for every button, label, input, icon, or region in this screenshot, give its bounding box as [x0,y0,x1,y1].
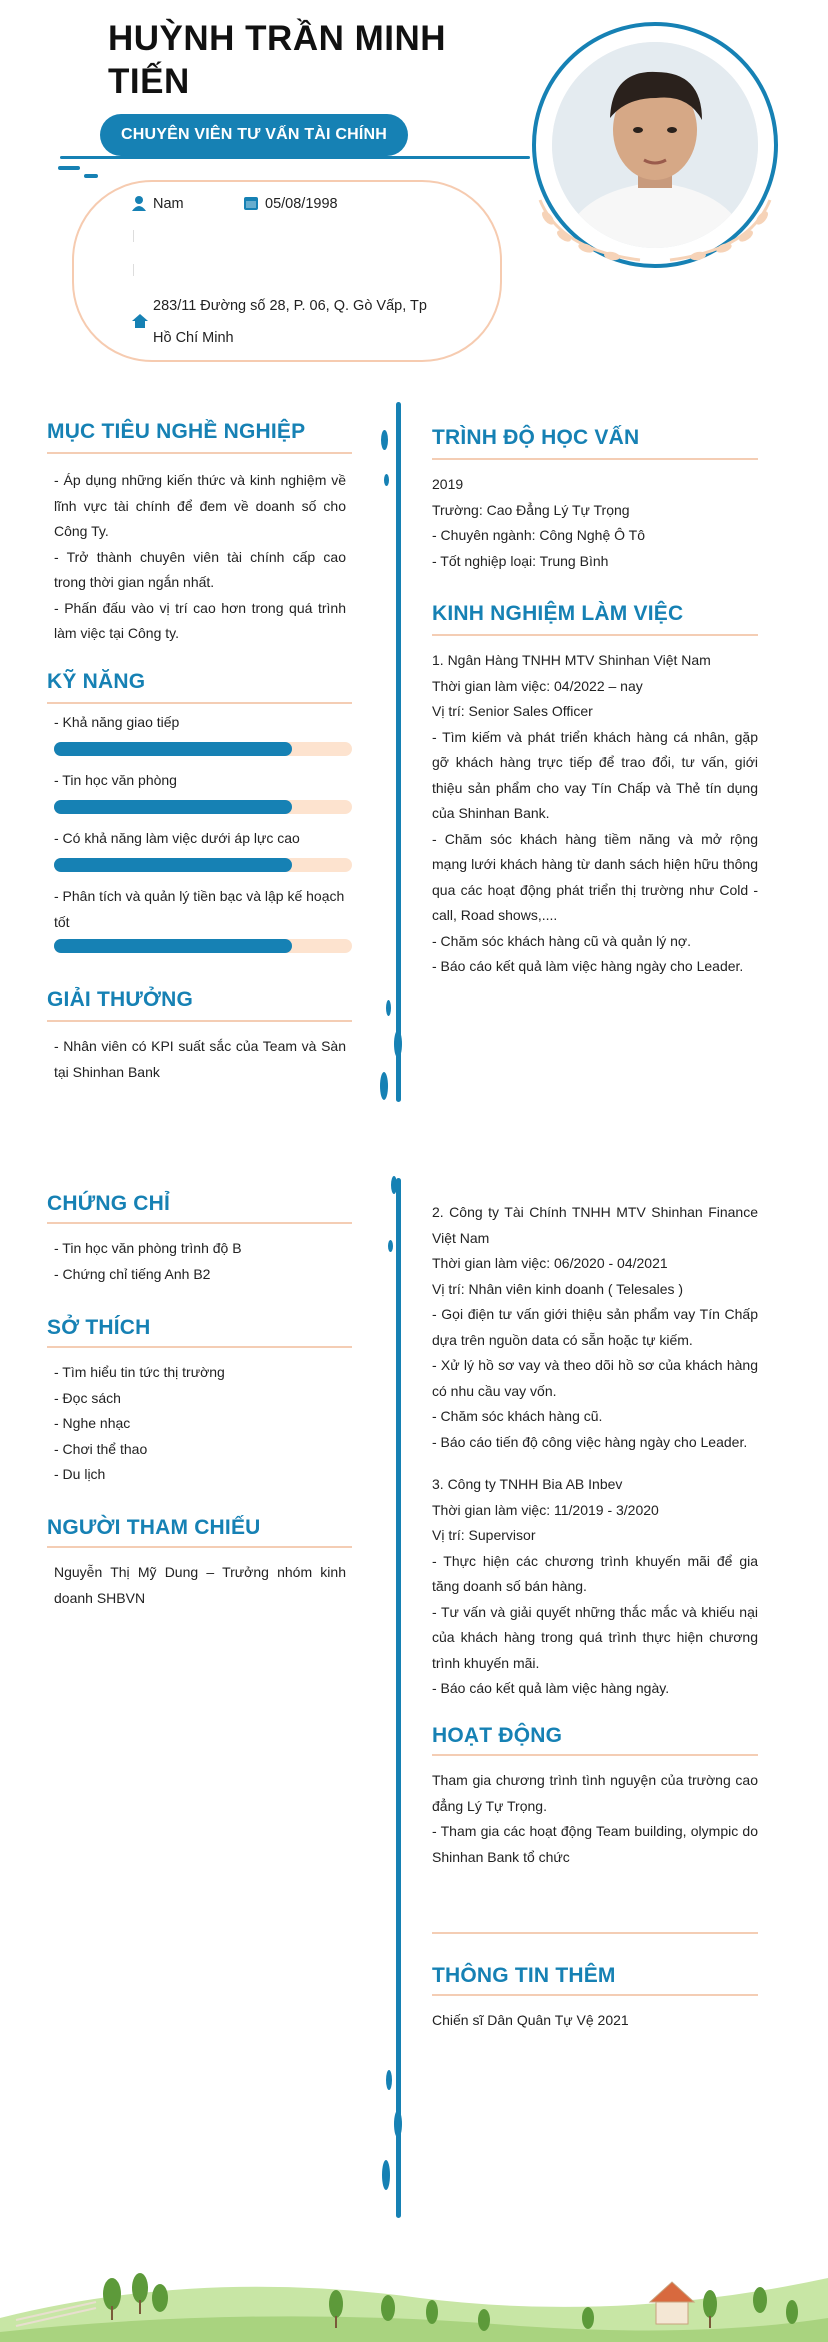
certificate-item: - Chứng chỉ tiếng Anh B2 [54,1265,211,1282]
section-title-awards: GIẢI THƯỞNG [47,988,194,1011]
section-title-skills: KỸ NĂNG [47,670,146,693]
career-goal-item: - Áp dụng những kiến thức và kinh nghiệm về lĩnh vực tài chính để đem về doanh số cho Công Ty. [54,472,346,539]
skill-label: - Tin học văn phòng [54,772,177,788]
job-task: - Chăm sóc khách hàng cũ. [432,1408,603,1424]
section-title-extra-info: THÔNG TIN THÊM [432,1964,616,1987]
blank-contact-marker [133,264,143,276]
section-title-experience: KINH NGHIỆM LÀM VIỆC [432,602,684,625]
skill-label: - Phân tích và quản lý tiền bạc và lập kế hoạch tốt [54,888,345,930]
decor-drop [394,1030,402,1058]
decor-drop [380,1072,388,1100]
decor-dash [84,174,98,178]
extra-info-text: Chiến sĩ Dân Quân Tự Vệ 2021 [432,2012,629,2028]
job-task: - Báo cáo kết quả làm việc hàng ngày. [432,1680,670,1696]
job-title-badge: CHUYÊN VIÊN TƯ VẤN TÀI CHÍNH [100,114,408,156]
job-period: Thời gian làm việc: 11/2019 - 3/2020 [432,1501,659,1518]
address-line2: Hồ Chí Minh [153,330,234,346]
dob-value: 05/08/1998 [265,196,338,212]
hobby-item: - Nghe nhạc [54,1415,131,1431]
section-title-hobbies: SỞ THÍCH [47,1316,151,1339]
skill-bar-fill [54,939,292,953]
section-rule [432,634,758,636]
education-list [432,472,758,574]
hobby-item: - Chơi thể thao [54,1440,148,1457]
job-position: Vị trí: Supervisor [432,1527,536,1543]
section-rule [47,702,352,704]
hobbies-list [54,1360,346,1488]
section-title-career-goal: MỤC TIÊU NGHỀ NGHIỆP [47,420,306,443]
section-rule [432,458,758,460]
timeline-line [396,1178,401,2218]
skills-list [54,710,354,954]
skill-item [54,884,354,954]
decor-drop [388,1240,393,1252]
section-title-certificates: CHỨNG CHỈ [47,1192,171,1215]
experience-job1 [432,648,758,980]
skill-bar-track [54,800,352,814]
job-task: - Báo cáo tiến độ công việc hàng ngày cho Leader. [432,1433,748,1450]
decor-drop [381,430,388,450]
section-title-activities: HOẠT ĐỘNG [432,1724,563,1747]
user-icon [131,195,147,211]
job-company: 3. Công ty TNHH Bia AB Inbev [432,1476,623,1492]
profile-photo [552,42,758,248]
decor-drop [391,1176,397,1194]
job-company: 2. Công ty Tài Chính TNHH MTV Shinhan Finance Việt Nam [432,1204,758,1246]
education-line: 2019 [432,476,464,492]
section-rule [47,1222,352,1224]
job-task: - Chăm sóc khách hàng cũ và quản lý nợ. [432,932,691,949]
decor-drop [386,1000,391,1016]
decor-drop [382,2160,390,2190]
education-line: - Chuyên ngành: Công Nghệ Ô Tô [432,527,645,543]
skill-bar-track [54,939,352,953]
job-task: - Tìm kiếm và phát triển khách hàng cá nhân, gặp gỡ khách hàng trực tiếp để trao đổi, tư vấn, giới thiệu sản phẩm cho vay Tín Chấp và Thẻ tín dụng của Shinhan Bank. [432,728,758,821]
activities-list [432,1768,758,1870]
job-task: - Báo cáo kết quả làm việc hàng ngày cho Leader. [432,958,744,974]
calendar-icon [243,195,259,211]
job-company: 1. Ngân Hàng TNHH MTV Shinhan Việt Nam [432,652,711,668]
decor-drop [386,2070,392,2090]
references-text: Nguyễn Thị Mỹ Dung – Trưởng nhóm kinh doanh SHBVN [54,1564,346,1606]
skill-bar-fill [54,800,292,814]
career-goal-item: - Phấn đấu vào vị trí cao hơn trong quá trình làm việc tại Công ty. [54,599,346,641]
candidate-name: HUỲNH TRẦN MINH TIẾN [108,19,447,101]
section-rule [432,1994,758,1996]
section-rule [47,452,352,454]
section-rule [432,1754,758,1756]
job-period: Thời gian làm việc: 06/2020 - 04/2021 [432,1255,668,1271]
address-line1: 283/11 Đường số 28, P. 06, Q. Gò Vấp, Tp [153,298,427,314]
hobby-item: - Đọc sách [54,1389,121,1406]
skill-bar-track [54,742,352,756]
skill-label: - Khả năng giao tiếp [54,714,180,730]
home-icon [131,313,147,329]
skill-item [54,826,354,884]
skill-bar-track [54,858,352,872]
career-goal-list [54,468,346,647]
section-rule [47,1346,352,1348]
decor-dash [58,166,80,170]
job-position: Vị trí: Nhân viên kinh doanh ( Telesales ) [432,1280,684,1297]
certificates-list [54,1236,346,1287]
experience-job3 [432,1472,758,1702]
certificate-item: - Tin học văn phòng trình độ B [54,1240,242,1256]
skill-item [54,768,354,826]
section-rule [47,1546,352,1548]
timeline-line [396,402,401,1102]
skill-bar-fill [54,742,292,756]
footer-landscape [0,2208,828,2342]
activity-item: - Tham gia các hoạt động Team building, olympic do Shinhan Bank tổ chức [432,1823,758,1865]
job-task: - Chăm sóc khách hàng tiềm năng và mở rộng mạng lưới khách hàng từ danh sách hiện hữu thông qua các hoạt động phát triển thị trường như Cold - call, Road shows,.... [432,830,758,923]
job-task: - Xử lý hồ sơ vay và theo dõi hồ sơ của khách hàng có nhu cầu vay vốn. [432,1357,758,1399]
hobby-item: - Tìm hiểu tin tức thị trường [54,1364,225,1380]
career-goal-item: - Trở thành chuyên viên tài chính cấp cao trong thời gian ngắn nhất. [54,548,346,590]
education-line: Trường: Cao Đẳng Lý Tự Trọng [432,501,630,518]
job-task: - Thực hiện các chương trình khuyến mãi để gia tăng doanh số bán hàng. [432,1552,758,1594]
skill-item [54,710,354,768]
decor-drop [384,474,389,486]
section-rule [432,1932,758,1934]
job-position: Vị trí: Senior Sales Officer [432,703,593,719]
hobby-item: - Du lịch [54,1466,106,1482]
blank-contact-marker [133,230,143,242]
job-period: Thời gian làm việc: 04/2022 – nay [432,677,643,694]
experience-job2 [432,1200,758,1455]
gender-value: Nam [153,196,184,212]
education-line: - Tốt nghiệp loại: Trung Bình [432,552,609,569]
job-task: - Tư vấn và giải quyết những thắc mắc và khiếu nại của khách hàng trong quá trình thực hiện chương trình khuyến mãi. [432,1603,758,1671]
skill-bar-fill [54,858,292,872]
decor-drop [394,2110,402,2138]
title-underline [60,156,530,159]
section-title-education: TRÌNH ĐỘ HỌC VẤN [432,426,640,449]
section-title-references: NGƯỜI THAM CHIẾU [47,1516,261,1539]
activity-item: Tham gia chương trình tình nguyện của trường cao đẳng Lý Tự Trọng. [432,1772,758,1814]
section-rule [47,1020,352,1022]
job-task: - Gọi điện tư vấn giới thiệu sản phẩm vay Tín Chấp dựa trên nguồn data có sẵn hoặc tự kiếm. [432,1306,758,1348]
skill-label: - Có khả năng làm việc dưới áp lực cao [54,830,300,846]
awards-text: - Nhân viên có KPI suất sắc của Team và Sàn tại Shinhan Bank [54,1038,346,1080]
